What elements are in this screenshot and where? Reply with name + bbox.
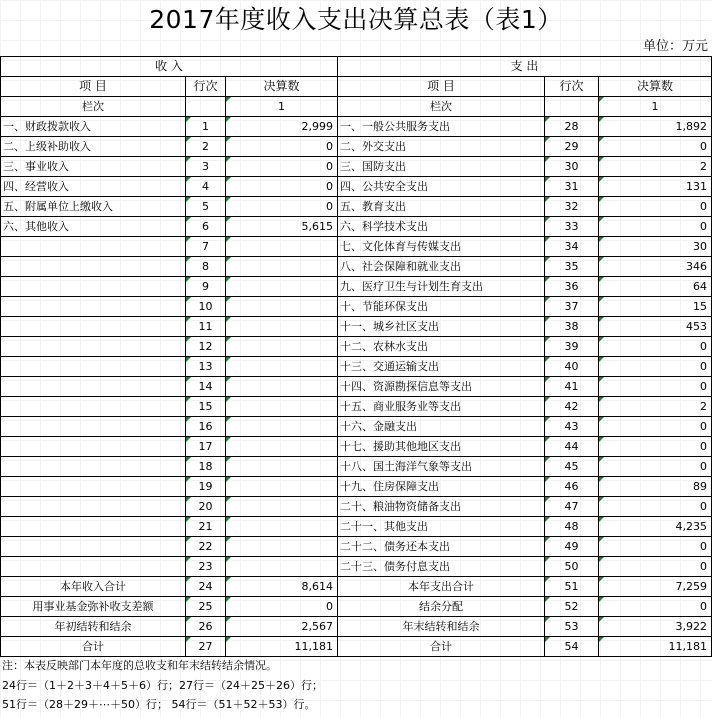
expense-column-number: 1 xyxy=(599,97,712,117)
income-row-number: 1 xyxy=(186,117,226,137)
income-row-number: 23 xyxy=(186,557,226,577)
income-amount: 0 xyxy=(226,197,338,217)
income-item-name: 合计 xyxy=(1,637,186,657)
income-item-name: 四、经营收入 xyxy=(1,177,186,197)
income-item-header: 项 目 xyxy=(1,77,186,97)
item-row xyxy=(1,437,712,457)
expense-row-number: 51 xyxy=(545,577,599,597)
income-amount: 5,615 xyxy=(226,217,338,237)
income-row-number: 19 xyxy=(186,477,226,497)
column-label-row xyxy=(1,97,712,117)
budget-summary-table xyxy=(0,56,712,657)
income-amount: 0 xyxy=(226,137,338,157)
income-row-number: 22 xyxy=(186,537,226,557)
item-row xyxy=(1,557,712,577)
expense-row-number: 30 xyxy=(545,157,599,177)
income-amount xyxy=(226,297,338,317)
expense-item-name: 十一、城乡社区支出 xyxy=(338,317,545,337)
income-item-name xyxy=(1,497,186,517)
expense-amount: 11,181 xyxy=(599,637,712,657)
income-item-name xyxy=(1,297,186,317)
expense-amount: 0 xyxy=(599,377,712,397)
expense-item-name: 年末结转和结余 xyxy=(338,617,545,637)
expense-amount: 0 xyxy=(599,217,712,237)
expense-amount: 7,259 xyxy=(599,577,712,597)
expense-amount: 30 xyxy=(599,237,712,257)
summary-row xyxy=(1,597,712,617)
income-row-number: 7 xyxy=(186,237,226,257)
income-row-number: 11 xyxy=(186,317,226,337)
income-section-header: 收 入 xyxy=(1,57,338,77)
footnote-1: 注：本表反映部门本年度的总收支和年末结转结余情况。 xyxy=(2,659,277,672)
income-item-name xyxy=(1,557,186,577)
expense-column-label-blank xyxy=(545,97,599,117)
income-amount xyxy=(226,237,338,257)
expense-amount: 0 xyxy=(599,557,712,577)
income-amount xyxy=(226,497,338,517)
page-title: 2017年度收入支出决算总表（表1） xyxy=(149,5,563,34)
expense-amount: 2 xyxy=(599,157,712,177)
expense-item-name: 九、医疗卫生与计划生育支出 xyxy=(338,277,545,297)
income-item-name: 六、其他收入 xyxy=(1,217,186,237)
footnote-2: 24行＝（1＋2＋3＋4＋5＋6）行；27行＝（24＋25＋26）行； xyxy=(2,678,323,692)
income-amount: 2,999 xyxy=(226,117,338,137)
expense-row-number: 33 xyxy=(545,217,599,237)
income-item-name: 三、事业收入 xyxy=(1,157,186,177)
income-amount-header: 决算数 xyxy=(226,77,338,97)
expense-amount: 0 xyxy=(599,337,712,357)
expense-amount: 0 xyxy=(599,197,712,217)
expense-item-name: 四、公共安全支出 xyxy=(338,177,545,197)
income-amount: 8,614 xyxy=(226,577,338,597)
item-row xyxy=(1,197,712,217)
expense-row-number: 37 xyxy=(545,297,599,317)
expense-amount: 1,892 xyxy=(599,117,712,137)
income-row-number: 15 xyxy=(186,397,226,417)
income-item-name: 五、附属单位上缴收入 xyxy=(1,197,186,217)
expense-item-name: 二十一、其他支出 xyxy=(338,517,545,537)
expense-amount: 89 xyxy=(599,477,712,497)
expense-row-number: 52 xyxy=(545,597,599,617)
income-row-number: 6 xyxy=(186,217,226,237)
item-row xyxy=(1,157,712,177)
expense-row-number: 35 xyxy=(545,257,599,277)
expense-amount: 0 xyxy=(599,497,712,517)
footnotes xyxy=(2,656,323,715)
item-row xyxy=(1,277,712,297)
income-item-name xyxy=(1,477,186,497)
expense-amount: 453 xyxy=(599,317,712,337)
income-item-name xyxy=(1,337,186,357)
income-column-number: 1 xyxy=(226,97,338,117)
income-amount xyxy=(226,357,338,377)
income-item-name xyxy=(1,237,186,257)
section-header-row xyxy=(1,57,712,77)
income-amount xyxy=(226,257,338,277)
income-row-number: 14 xyxy=(186,377,226,397)
income-amount xyxy=(226,397,338,417)
expense-row-number: 54 xyxy=(545,637,599,657)
expense-row-number: 32 xyxy=(545,197,599,217)
expense-item-name: 十九、住房保障支出 xyxy=(338,477,545,497)
expense-item-name: 八、社会保障和就业支出 xyxy=(338,257,545,277)
income-row-number: 17 xyxy=(186,437,226,457)
expense-item-name: 十四、资源勘探信息等支出 xyxy=(338,377,545,397)
expense-row-number: 31 xyxy=(545,177,599,197)
expense-item-name: 十七、援助其他地区支出 xyxy=(338,437,545,457)
income-row-number: 9 xyxy=(186,277,226,297)
item-row xyxy=(1,137,712,157)
income-row-number: 13 xyxy=(186,357,226,377)
expense-amount: 64 xyxy=(599,277,712,297)
expense-row-number: 48 xyxy=(545,517,599,537)
item-row xyxy=(1,417,712,437)
summary-row xyxy=(1,577,712,597)
income-row-number: 2 xyxy=(186,137,226,157)
income-column-label: 栏次 xyxy=(1,97,186,117)
expense-item-name: 十八、国土海洋气象等支出 xyxy=(338,457,545,477)
income-row-number: 4 xyxy=(186,177,226,197)
income-row-number: 8 xyxy=(186,257,226,277)
expense-item-name: 一、一般公共服务支出 xyxy=(338,117,545,137)
item-row xyxy=(1,397,712,417)
expense-item-name: 结余分配 xyxy=(338,597,545,617)
expense-row-number: 53 xyxy=(545,617,599,637)
income-row-number: 10 xyxy=(186,297,226,317)
item-row xyxy=(1,237,712,257)
expense-amount: 4,235 xyxy=(599,517,712,537)
expense-row-number: 45 xyxy=(545,457,599,477)
expense-row-number: 47 xyxy=(545,497,599,517)
expense-amount: 3,922 xyxy=(599,617,712,637)
summary-row xyxy=(1,617,712,637)
expense-item-name: 二十三、债务付息支出 xyxy=(338,557,545,577)
expense-item-header: 项 目 xyxy=(338,77,545,97)
summary-row xyxy=(1,637,712,657)
income-column-label-blank xyxy=(186,97,226,117)
expense-row-number: 49 xyxy=(545,537,599,557)
table-body xyxy=(1,57,712,657)
expense-item-name: 二、外交支出 xyxy=(338,137,545,157)
item-row xyxy=(1,497,712,517)
expense-amount: 0 xyxy=(599,357,712,377)
income-row-number: 12 xyxy=(186,337,226,357)
income-row-number: 26 xyxy=(186,617,226,637)
income-row-number: 21 xyxy=(186,517,226,537)
expense-amount: 0 xyxy=(599,597,712,617)
income-item-name xyxy=(1,417,186,437)
income-item-name xyxy=(1,457,186,477)
expense-amount: 0 xyxy=(599,437,712,457)
income-item-name xyxy=(1,437,186,457)
item-row xyxy=(1,297,712,317)
income-item-name: 二、上级补助收入 xyxy=(1,137,186,157)
expense-item-name: 本年支出合计 xyxy=(338,577,545,597)
expense-item-name: 六、科学技术支出 xyxy=(338,217,545,237)
expense-row-number: 29 xyxy=(545,137,599,157)
income-amount xyxy=(226,457,338,477)
expense-item-name: 十六、金融支出 xyxy=(338,417,545,437)
item-row xyxy=(1,517,712,537)
income-amount xyxy=(226,557,338,577)
income-item-name xyxy=(1,257,186,277)
expense-row-number: 40 xyxy=(545,357,599,377)
expense-amount: 0 xyxy=(599,457,712,477)
expense-row-number: 39 xyxy=(545,337,599,357)
expense-amount: 131 xyxy=(599,177,712,197)
expense-amount: 0 xyxy=(599,137,712,157)
expense-row-number: 36 xyxy=(545,277,599,297)
income-row-number: 27 xyxy=(186,637,226,657)
income-row-number: 3 xyxy=(186,157,226,177)
expense-row-number: 38 xyxy=(545,317,599,337)
expense-amount: 0 xyxy=(599,417,712,437)
expense-row-number: 34 xyxy=(545,237,599,257)
expense-item-name: 三、国防支出 xyxy=(338,157,545,177)
income-amount xyxy=(226,517,338,537)
expense-row-number: 43 xyxy=(545,417,599,437)
income-amount: 0 xyxy=(226,157,338,177)
footnote-3: 51行＝（28＋29＋⋯＋50）行； 54行＝（51＋52＋53）行。 xyxy=(2,698,316,711)
income-item-name xyxy=(1,277,186,297)
expense-section-header: 支 出 xyxy=(338,57,712,77)
income-amount xyxy=(226,477,338,497)
expense-column-label: 栏次 xyxy=(338,97,545,117)
income-item-name xyxy=(1,537,186,557)
expense-amount: 346 xyxy=(599,257,712,277)
expense-item-name: 十五、商业服务业等支出 xyxy=(338,397,545,417)
income-item-name xyxy=(1,397,186,417)
expense-row-number: 46 xyxy=(545,477,599,497)
expense-item-name: 十二、农林水支出 xyxy=(338,337,545,357)
income-row-number: 20 xyxy=(186,497,226,517)
expense-row-number: 44 xyxy=(545,437,599,457)
income-row-number: 5 xyxy=(186,197,226,217)
expense-amount: 15 xyxy=(599,297,712,317)
income-amount xyxy=(226,317,338,337)
income-item-name: 本年收入合计 xyxy=(1,577,186,597)
expense-row-number: 28 xyxy=(545,117,599,137)
expense-item-name: 七、文化体育与传媒支出 xyxy=(338,237,545,257)
expense-row-number: 50 xyxy=(545,557,599,577)
item-row xyxy=(1,457,712,477)
item-row xyxy=(1,217,712,237)
income-amount: 0 xyxy=(226,177,338,197)
income-item-name: 年初结转和结余 xyxy=(1,617,186,637)
income-amount: 11,181 xyxy=(226,637,338,657)
income-item-name xyxy=(1,357,186,377)
income-amount xyxy=(226,377,338,397)
expense-amount: 0 xyxy=(599,537,712,557)
income-item-name xyxy=(1,317,186,337)
expense-item-name: 合计 xyxy=(338,637,545,657)
item-row xyxy=(1,477,712,497)
income-item-name: 一、财政拨款收入 xyxy=(1,117,186,137)
item-row xyxy=(1,257,712,277)
income-row-number: 18 xyxy=(186,457,226,477)
income-amount xyxy=(226,417,338,437)
unit-label: 单位：万元 xyxy=(642,39,708,54)
item-row xyxy=(1,377,712,397)
income-row-number: 25 xyxy=(186,597,226,617)
income-amount xyxy=(226,337,338,357)
expense-item-name: 十、节能环保支出 xyxy=(338,297,545,317)
income-row-number: 24 xyxy=(186,577,226,597)
expense-row-number: 41 xyxy=(545,377,599,397)
column-header-row xyxy=(1,77,712,97)
item-row xyxy=(1,337,712,357)
item-row xyxy=(1,177,712,197)
income-amount xyxy=(226,277,338,297)
expense-item-name: 五、教育支出 xyxy=(338,197,545,217)
expense-row-no-header: 行次 xyxy=(545,77,599,97)
expense-item-name: 十三、交通运输支出 xyxy=(338,357,545,377)
expense-amount: 2 xyxy=(599,397,712,417)
expense-item-name: 二十、粮油物资储备支出 xyxy=(338,497,545,517)
income-row-no-header: 行次 xyxy=(186,77,226,97)
item-row xyxy=(1,537,712,557)
income-amount xyxy=(226,437,338,457)
income-item-name: 用事业基金弥补收支差额 xyxy=(1,597,186,617)
expense-item-name: 二十二、债务还本支出 xyxy=(338,537,545,557)
income-item-name xyxy=(1,377,186,397)
income-amount: 0 xyxy=(226,597,338,617)
expense-row-number: 42 xyxy=(545,397,599,417)
income-item-name xyxy=(1,517,186,537)
expense-amount-header: 决算数 xyxy=(599,77,712,97)
income-row-number: 16 xyxy=(186,417,226,437)
item-row xyxy=(1,117,712,137)
income-amount: 2,567 xyxy=(226,617,338,637)
income-amount xyxy=(226,537,338,557)
item-row xyxy=(1,357,712,377)
item-row xyxy=(1,317,712,337)
